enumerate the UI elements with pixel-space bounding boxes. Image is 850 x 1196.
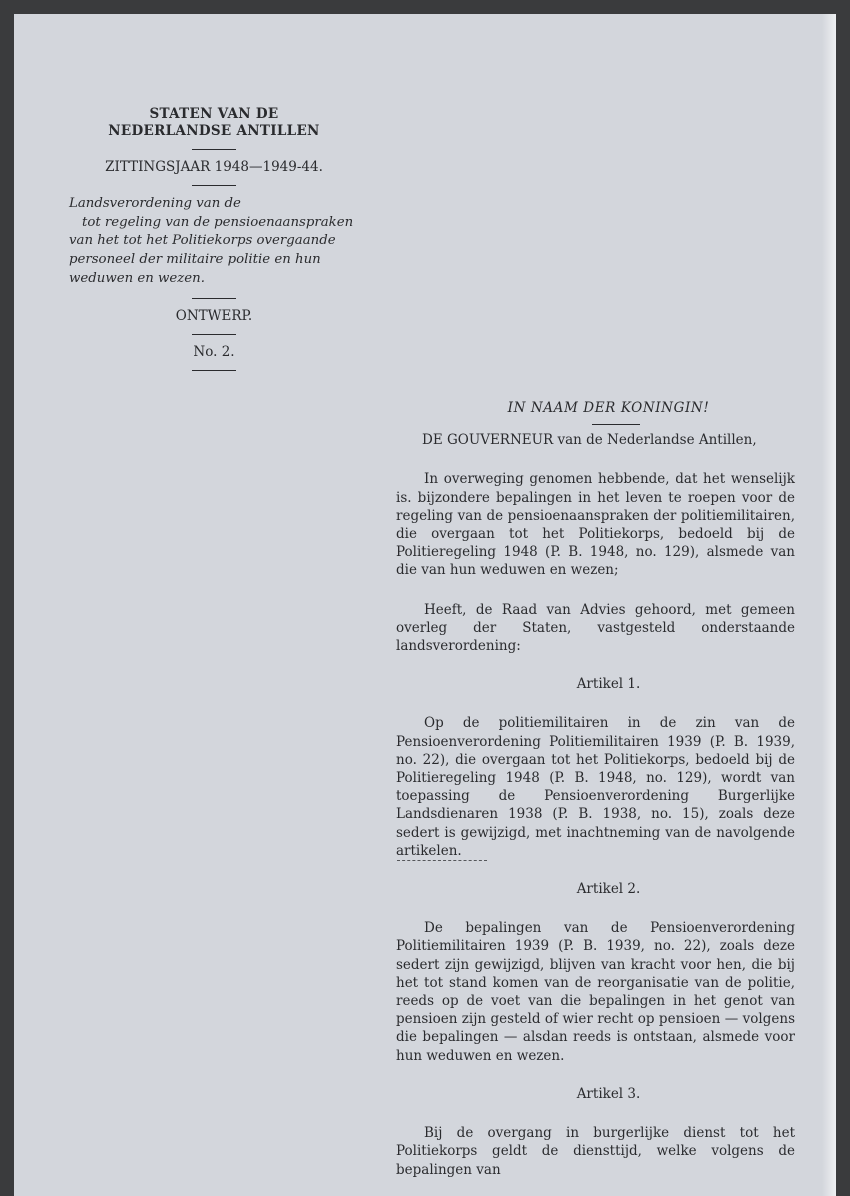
page-edge — [822, 14, 836, 1196]
article-1-title: Artikel 1. — [576, 676, 641, 693]
document-body — [396, 399, 795, 1179]
article-2-text: De bepalingen van de Pensioenverordening Politiemilitairen 1939 (P. B. 1939, no. 22), zoals deze sedert zijn gewijzigd, blijven van kracht voor hen, die bij het tot stand komen van de reorganisatie van de politie, reeds op de voet van die bepalingen in het genot van pensioen zijn gesteld of wier recht op pensioen — volgens die bepalingen — alsdan reeds is ontstaan, alsmede voor hun weduwen en wezen. — [396, 920, 795, 1064]
pencil-mark — [397, 860, 487, 861]
session-year: ZITTINGSJAAR 1948—1949-44. — [105, 159, 323, 175]
divider — [192, 370, 236, 371]
invocation: IN NAAM DER KONINGIN! — [507, 400, 710, 416]
article-3-text: Bij de overgang in burgerlijke dienst tot het Politiekorps geldt de diensttijd, welke volgens de bepalingen van — [396, 1125, 795, 1178]
divider — [192, 185, 236, 186]
draft-label: ONTWERP. — [175, 307, 253, 324]
subject-line: personeel der militaire politie en hun — [69, 252, 321, 268]
divider — [592, 424, 640, 425]
subject-line: Landsverordening van de — [69, 196, 241, 211]
document-number: No. 2. — [193, 343, 235, 360]
divider — [192, 334, 236, 335]
recital-paragraph: Heeft, de Raad van Advies gehoord, met gemeen overleg der Staten, vastgesteld onderstaande landsverordening: — [396, 601, 795, 655]
article-3-title: Artikel 3. — [576, 1085, 641, 1102]
document-header — [69, 106, 359, 380]
governor-line: DE GOUVERNEUR van de Nederlandse Antillen, — [422, 432, 757, 449]
ordinance-subject — [69, 195, 359, 289]
recital-paragraph: In overweging genomen hebbende, dat het wenselijk is. bijzondere bepalingen in het leven te roepen voor de regeling van de pensioenaanspraken der politiemilitairen, die overgaan tot het Politiekorps, bedoeld bij de Politieregeling 1948 (P. B. 1948, no. 129), alsmede van die van hun weduwen en wezen; — [396, 471, 795, 579]
divider — [192, 149, 236, 150]
subject-line: weduwen en wezen. — [69, 270, 205, 286]
article-1-text: Op de politiemilitairen in de zin van de Pensioenverordening Politiemilitairen 1939 (P. B. 1939, no. 22), die overgaan tot het Politiekorps, bedoeld bij de Politieregeling 1948 (P. B. 1948, no. 129), wordt van toepassing de Pensioenverordening Burgerlijke Landsdienaren 1938 (P. B. 1938, no. 15), zoals deze sedert is gewijzigd, met inachtneming van de navolgende artikelen. — [396, 715, 795, 859]
subject-line: tot regeling van de pensioenaanspraken — [82, 214, 354, 230]
header-line-2: NEDERLANDSE ANTILLEN — [108, 123, 320, 139]
divider — [192, 298, 236, 299]
document-page — [14, 14, 836, 1196]
header-line-1: STATEN VAN DE — [149, 106, 279, 122]
subject-line: van het tot het Politiekorps overgaande — [69, 233, 336, 249]
article-2-title: Artikel 2. — [576, 881, 641, 898]
